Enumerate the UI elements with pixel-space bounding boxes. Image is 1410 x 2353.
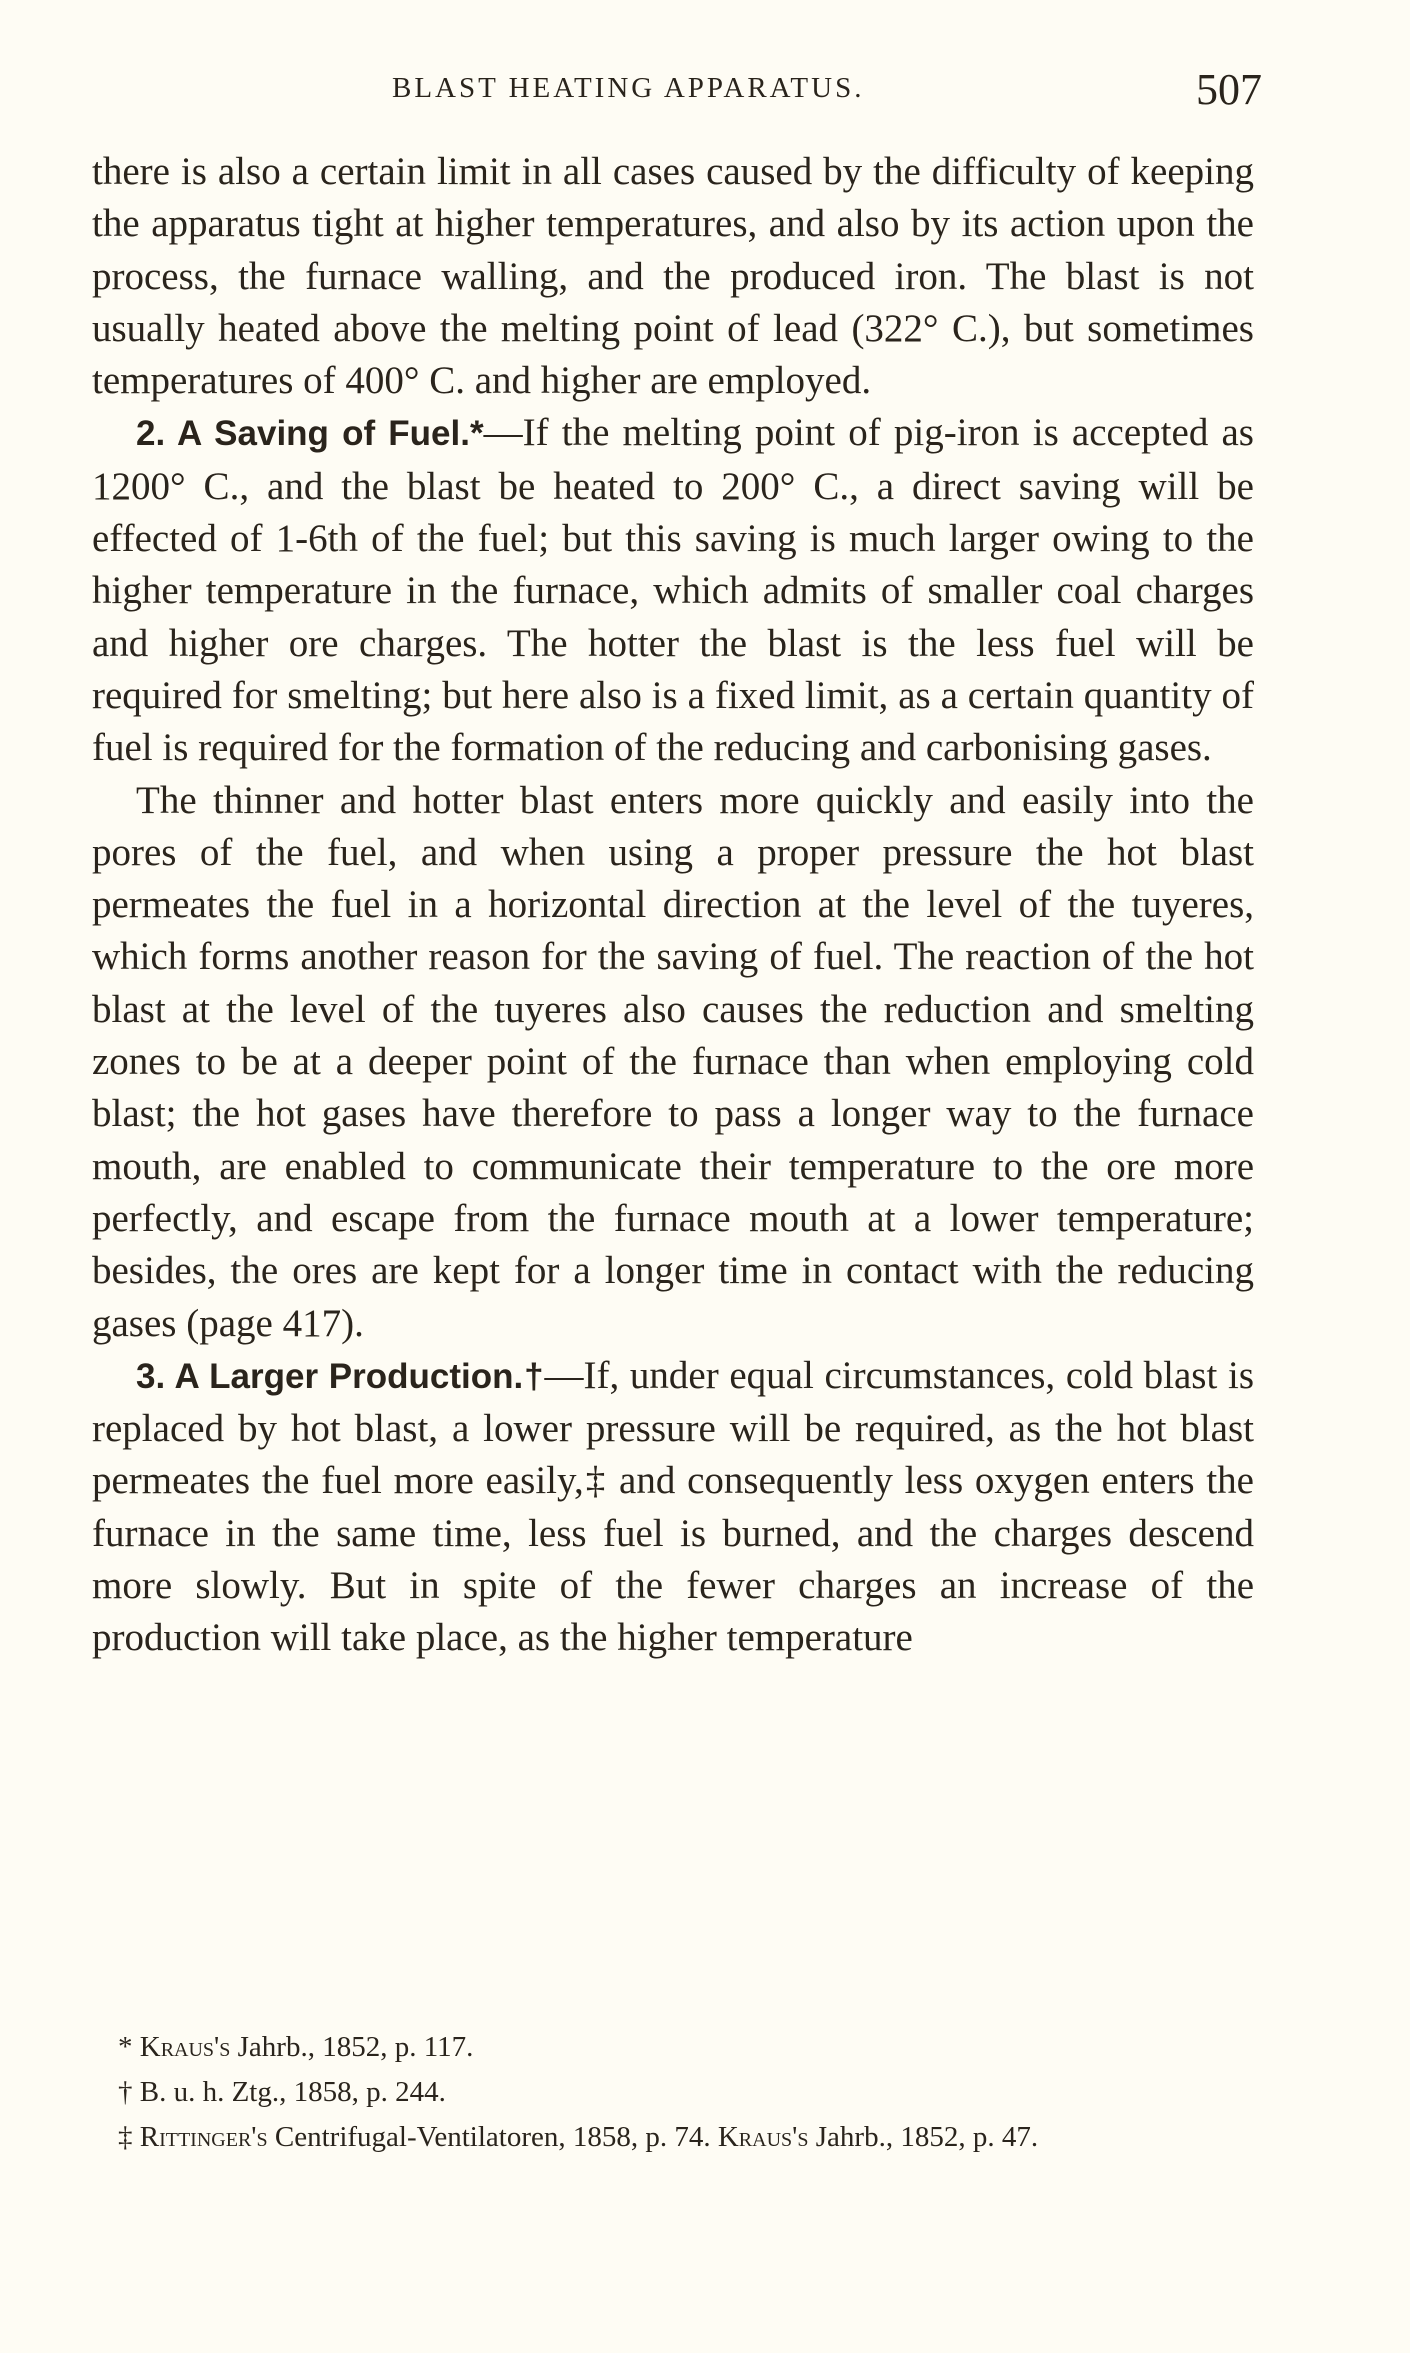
footnotes <box>92 2025 1254 2160</box>
footnote-3-author-2: Kraus's <box>717 2121 809 2153</box>
page-header <box>92 62 1262 122</box>
footnote-3 <box>92 2115 1254 2160</box>
footnote-3-mark: ‡ <box>118 2121 133 2153</box>
paragraph-2-text: —If the melting point of pig-iron is accepted as 1200° C., and the blast be heated to 200° C., a direct saving will be effected of 1-6th of the fuel; but this saving is much larger owing to the higher temperature in the furnace, which admits of smaller coal charges and higher ore charges. The hotter the blast is the less fuel will be required for smelting; but here also is a fixed limit, as a certain quantity of fuel is required for the formation of the reducing and carbonising gases. <box>92 411 1254 770</box>
footnote-2 <box>92 2070 1254 2115</box>
footnote-1-mark: * <box>118 2031 133 2063</box>
paragraph-1 <box>92 146 1254 407</box>
section-heading-larger-production: 3. A Larger Production.† <box>136 1356 545 1396</box>
footnote-3-text-2: Jahrb., 1852, p. 47. <box>815 2121 1039 2153</box>
footnote-2-text: B. u. h. Ztg., 1858, p. 244. <box>139 2076 446 2108</box>
footnote-2-mark: † <box>118 2076 133 2108</box>
footnote-1 <box>92 2025 1254 2070</box>
paragraph-4-text: —If, under equal circumstances, cold blast is replaced by hot blast, a lower pressure will be required, as the hot blast permeates the fuel more easily,‡ and consequently less oxygen enters the furnace in the same time, less fuel is burned, and the charges descend more slowly. But in spite of the fewer charges an increase of the production will take place, as the higher temperature <box>92 1353 1254 1660</box>
footnote-3-text: Centrifugal-Ventilatoren, 1858, p. 74. <box>274 2121 711 2153</box>
section-heading-saving-of-fuel: 2. A Saving of Fuel.* <box>136 414 484 454</box>
paragraph-4 <box>92 1350 1254 1665</box>
paragraph-3-text: The thinner and hotter blast enters more quickly and easily into the pores of the fuel, and when using a proper pressure the hot blast permeates the fuel in a horizontal direction at the level of the tuyeres, which forms another reason for the saving of fuel. The reaction of the hot blast at the level of the tuyeres also causes the reduction and smelting zones to be at a deeper point of the furnace than when employing cold blast; the hot gases have therefore to pass a longer way to the furnace mouth, are enabled to communicate their temperature to the ore more perfectly, and escape from the furnace mouth at a lower temperature; besides, the ores are kept for a longer time in contact with the reducing gases (page 417). <box>92 778 1254 1345</box>
paragraph-2 <box>92 407 1254 774</box>
page-number: 507 <box>1196 65 1262 114</box>
running-head: BLAST HEATING APPARATUS. <box>392 72 865 104</box>
footnote-3-author: Rittinger's <box>139 2121 268 2153</box>
footnote-1-text: Jahrb., 1852, p. 117. <box>237 2031 474 2063</box>
paragraph-3 <box>92 775 1254 1350</box>
paragraph-1-text: there is also a certain limit in all cases caused by the difficulty of keeping the apparatus tight at higher temperatures, and also by its action upon the process, the furnace walling, and the produced iron. The blast is not usually heated above the melting point of lead (322° C.), but sometimes temperatures of 400° C. and higher are employed. <box>92 150 1254 403</box>
body-text <box>92 146 1254 1665</box>
footnote-1-author: Kraus's <box>139 2031 231 2063</box>
